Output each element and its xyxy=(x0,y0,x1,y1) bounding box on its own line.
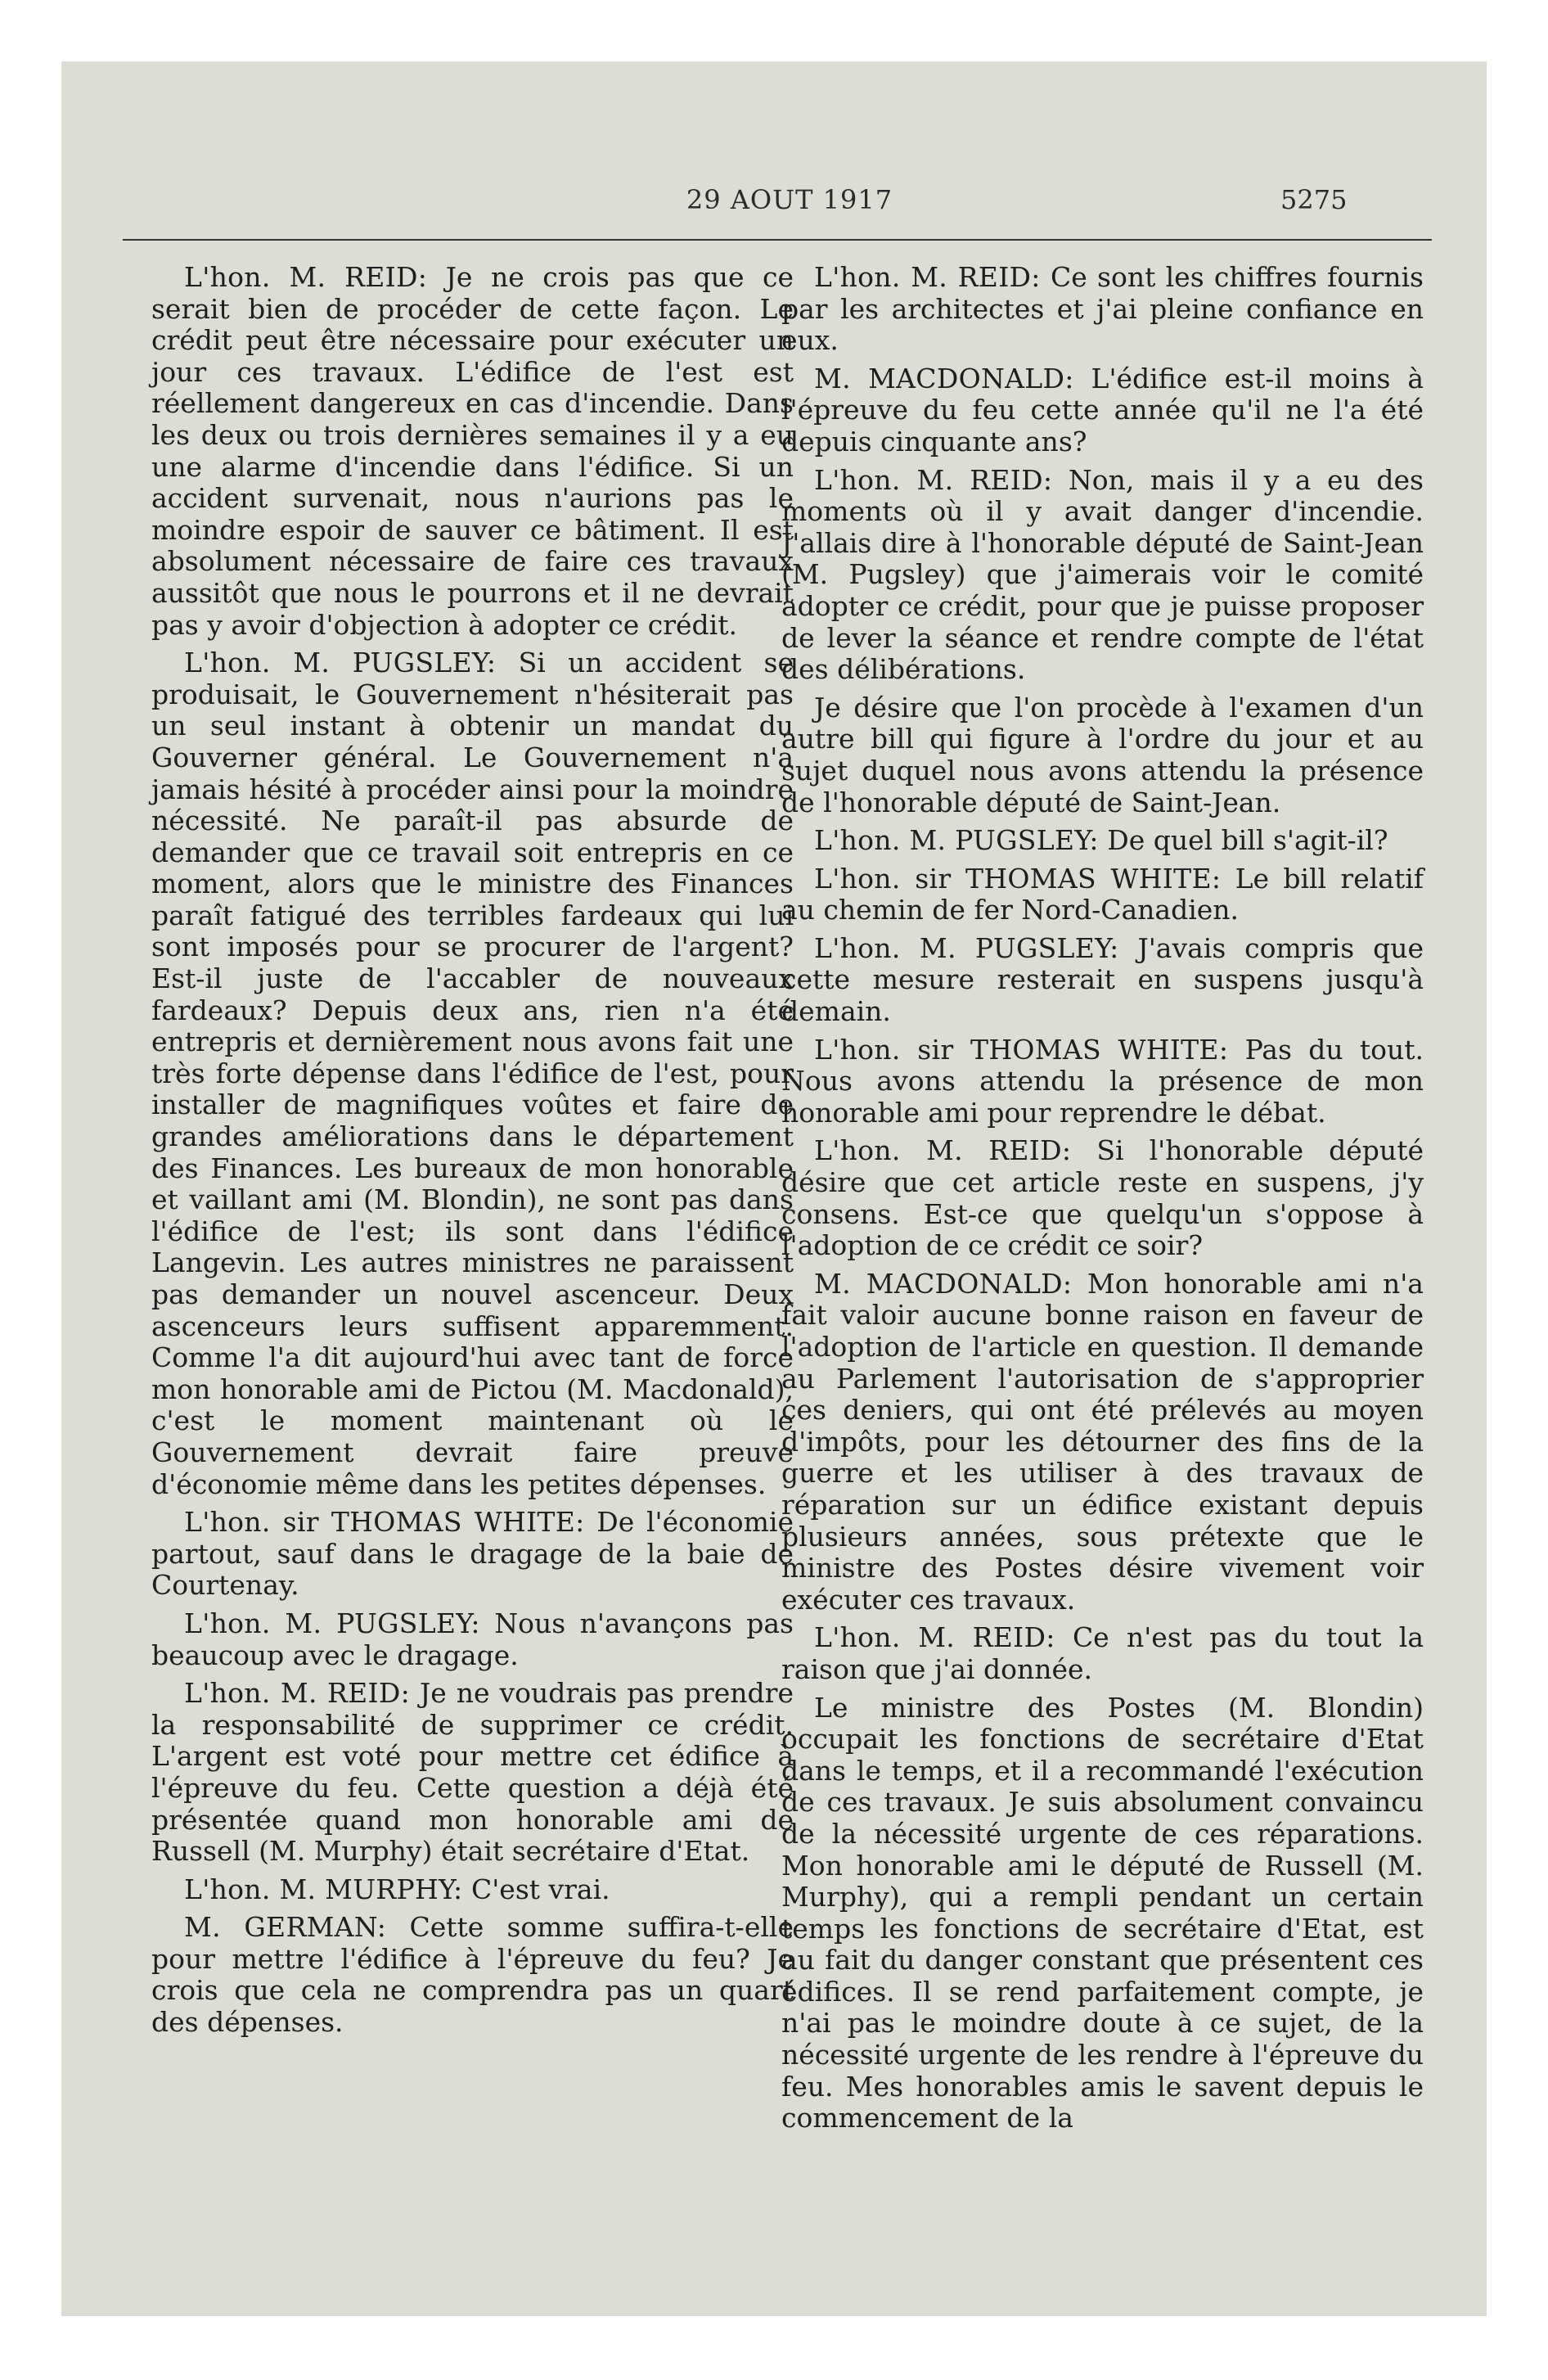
speaker: L'hon. M. REID: xyxy=(814,463,1053,496)
speaker: L'hon. sir THOMAS WHITE: xyxy=(184,1506,585,1539)
right-column xyxy=(781,262,1424,2141)
paragraph xyxy=(781,863,1424,926)
speech: Pas du tout. Nous avons attendu la présence de mon honorable ami pour reprendre le débat. xyxy=(781,1033,1424,1129)
paragraph xyxy=(781,692,1424,818)
paragraph xyxy=(781,262,1424,357)
speaker: L'hon. M. PUGSLEY: xyxy=(814,824,1099,857)
speech: J'avais compris que cette mesure resterait en suspens jusqu'à demain. xyxy=(781,931,1424,1028)
paragraph xyxy=(151,647,794,1500)
speaker: L'hon. M. REID: xyxy=(814,1134,1072,1167)
paragraph xyxy=(151,1678,794,1868)
speaker: M. GERMAN: xyxy=(184,1911,387,1944)
speaker: L'hon. M. REID: xyxy=(814,1621,1055,1654)
paragraph xyxy=(781,1034,1424,1129)
speech: De quel bill s'agit-il? xyxy=(1107,824,1388,857)
page-header xyxy=(61,184,1487,233)
paragraph xyxy=(151,1912,794,2038)
paragraph xyxy=(151,1874,794,1906)
paragraph xyxy=(781,1135,1424,1261)
speech: Cette somme suffira-t-elle pour mettre l'édifice à l'épreuve du feu? Je crois que cela ne comprendra pas un quart des dépenses. xyxy=(151,1911,794,2039)
speaker: M. MACDONALD: xyxy=(814,1267,1073,1300)
paragraph xyxy=(151,1608,794,1671)
paragraph xyxy=(151,1507,794,1602)
speaker: L'hon. sir THOMAS WHITE: xyxy=(814,1033,1229,1066)
speech: C'est vrai. xyxy=(470,1873,610,1905)
speech: De l'économie partout, sauf dans le dragage de la baie de Courtenay. xyxy=(151,1506,794,1602)
speech: Si un accident se produisait, le Gouvernement n'hésiterait pas un seul instant à obtenir un mandat du Gouverner général. Le Gouvernement n'a jamais hésité à procéder ainsi pour la moindre nécessité. Ne paraît-il pas absurde de demander que ce travail soit entrepris en ce moment, alors que le ministre des Finances paraît fatigué des terribles fardeaux qui lui sont imposés pour se procurer de l'argent? Est-il juste de l'accabler de nouveaux fardeaux? Depuis deux ans, rien n'a été entrepris et dernièrement nous avons fait une très forte dépense dans l'édifice de l'est, pour installer de magnifiques voûtes et faire de grandes améliorations dans le département des Finances. Les bureaux de mon honorable et vaillant ami (M. Blondin), ne sont pas dans l'édifice de l'est; ils sont dans l'édifice Langevin. Les autres ministres ne paraissent pas demander un nouvel ascenceur. Deux ascenceurs leurs suffisent apparemment. Comme l'a dit aujourd'hui avec tant de force mon honorable ami de Pictou (M. Macdonald), c'est le moment maintenant où le Gouvernement devrait faire preuve d'économie même dans les petites dépenses. xyxy=(151,647,794,1500)
paragraph xyxy=(781,1622,1424,1685)
scanned-page xyxy=(61,61,1487,2316)
speech: Je ne voudrais pas prendre la responsabilité de supprimer ce crédit. L'argent est voté pour mettre cet édifice à l'épreuve du feu. Cette question a déjà été présentée quand mon honorable ami de Russell (M. Murphy) était secrétaire d'Etat. xyxy=(151,1677,794,1868)
paragraph xyxy=(781,825,1424,857)
speech: Mon honorable ami n'a fait valoir aucune bonne raison en faveur de l'adoption de l'article en question. Il demande au Parlement l'autorisation de s'approprier ces deniers, qui ont été prélevés au moyen d'impôts, pour les détourner des fins de la guerre et les utiliser à des travaux de réparation sur un édifice existant depuis plusieurs années, sous prétexte que le ministre des Postes désire vivement voir exécuter ces travaux. xyxy=(781,1267,1424,1616)
paragraph xyxy=(781,465,1424,686)
speaker: L'hon. M. REID: xyxy=(184,261,428,293)
paragraph xyxy=(781,933,1424,1028)
speaker: L'hon. sir THOMAS WHITE: xyxy=(814,862,1222,895)
speech: Je ne crois pas que ce serait bien de procéder de cette façon. Le crédit peut être nécessaire pour exécuter un jour ces travaux. L'édifice de l'est est réellement dangereux en cas d'incendie. Dans les deux ou trois dernières semaines il y a eu une alarme d'incendie dans l'édifice. Si un accident survenait, nous n'aurions pas le moindre espoir de sauver ce bâtiment. Il est absolument nécessaire de faire ces travaux aussitôt que nous le pourrons et il ne devrait pas y avoir d'objection à adopter ce crédit. xyxy=(151,261,794,641)
speech: Ce n'est pas du tout la raison que j'ai donnée. xyxy=(781,1621,1424,1685)
page-number: 5275 xyxy=(1280,184,1348,215)
speech: Le ministre des Postes (M. Blondin) occupait les fonctions de secrétaire d'Etat dans le temps, et il a recommandé l'exécution de ces travaux. Je suis absolument convaincu de la nécessité urgente de ces réparations. Mon honorable ami le député de Russell (M. Murphy), qui a rempli pendant un certain temps les fonctions de secrétaire d'Etat, est au fait du danger constant que présentent ces édifices. Il se rend parfaitement compte, je n'ai pas le moindre doute à ce sujet, de la nécessité urgente de les rendre à l'épreuve du feu. Mes honorables amis le savent depuis le commencement de la xyxy=(781,1691,1424,2134)
speaker: L'hon. M. REID: xyxy=(184,1677,411,1710)
paragraph xyxy=(151,262,794,641)
speech: Le bill relatif au chemin de fer Nord-Canadien. xyxy=(781,862,1424,926)
speech: Si l'honorable député désire que cet article reste en suspens, j'y consens. Est-ce que quelqu'un s'oppose à l'adoption de ce crédit ce soir? xyxy=(781,1134,1424,1262)
left-column xyxy=(151,262,794,2045)
page-date: 29 AOUT 1917 xyxy=(686,184,893,215)
paragraph xyxy=(781,1269,1424,1616)
speaker: L'hon. M. REID: xyxy=(814,261,1041,293)
speaker: L'hon. M. MURPHY: xyxy=(184,1873,463,1905)
speaker: L'hon. M. PUGSLEY: xyxy=(184,647,497,679)
speaker: M. MACDONALD: xyxy=(814,362,1074,394)
paragraph xyxy=(781,1693,1424,2134)
speech: Ce sont les chiffres fournis par les architectes et j'ai pleine confiance en eux. xyxy=(781,261,1424,357)
speaker: L'hon. M. PUGSLEY: xyxy=(814,931,1119,964)
speech: L'édifice est-il moins à l'épreuve du feu cette année qu'il ne l'a été depuis cinquante ans? xyxy=(781,362,1424,458)
speaker: L'hon. M. PUGSLEY: xyxy=(184,1607,480,1639)
speech: Nous n'avançons pas beaucoup avec le dragage. xyxy=(151,1607,794,1671)
paragraph xyxy=(781,363,1424,458)
speech: Non, mais il y a eu des moments où il y avait danger d'incendie. J'allais dire à l'honorable député de Saint-Jean (M. Pugsley) que j'aimerais voir le comité adopter ce crédit, pour que je puisse proposer de lever la séance et rendre compte de l'état des délibérations. xyxy=(781,463,1424,686)
speech: Je désire que l'on procède à l'examen d'un autre bill qui figure à l'ordre du jour et au sujet duquel nous avons attendu la présence de l'honorable député de Saint-Jean. xyxy=(781,691,1424,818)
header-rule xyxy=(123,239,1432,241)
